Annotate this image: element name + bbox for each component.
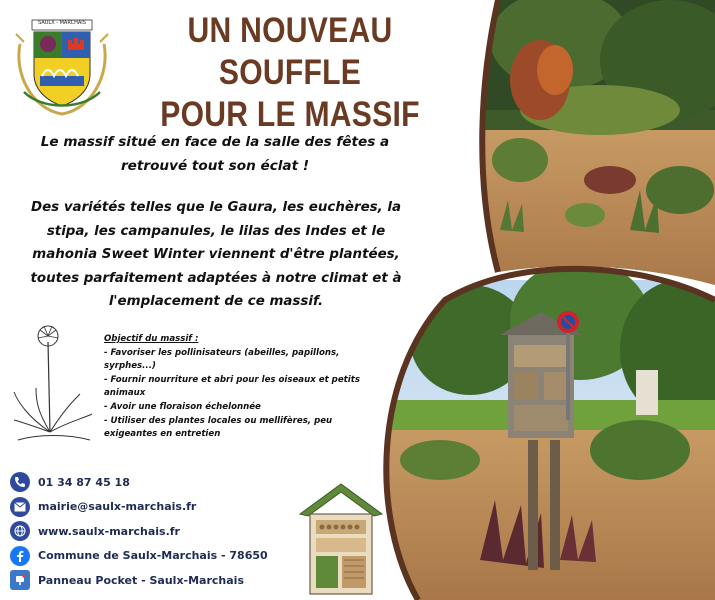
phone-number: 01 34 87 45 18 (38, 475, 130, 489)
panneau-pocket-name: Panneau Pocket - Saulx-Marchais (38, 573, 244, 587)
contact-list (10, 470, 300, 593)
objective-item: - Fournir nourriture et abri pour les oiseaux et petits animaux (104, 374, 360, 399)
objective-item: - Utiliser des plantes locales ou mellifères, peu exigeantes en entretien (104, 415, 333, 440)
globe-icon (10, 521, 30, 541)
crest-motto: SAULX - MARCHAIS (38, 20, 86, 26)
objective-item: - Favoriser les pollinisateurs (abeilles, papillons, syrphes...) (104, 347, 340, 372)
municipal-crest (12, 14, 112, 118)
panneau-pocket-icon (10, 570, 30, 590)
objectives-list (104, 333, 366, 442)
objective-item: - Avoir une floraison échelonnée (104, 401, 261, 412)
top-garden-photo (470, 0, 715, 300)
objectives-title: Objectif du massif : (104, 334, 199, 344)
contact-website[interactable] (10, 519, 300, 544)
title-line-2: POUR LE MASSIF (160, 95, 420, 134)
email-address: mairie@saulx-marchais.fr (38, 500, 197, 514)
varieties-text: Des variétés telles que le Gaura, les euchères, la stipa, les campanules, le lilas des Indes et le mahonia Sweet Winter viennent d'être plantées, toutes parfaitement adaptées à notre climat et à l'emplacement de ce massif. (30, 200, 402, 309)
contact-panneau-pocket[interactable] (10, 568, 300, 593)
contact-phone[interactable] (10, 470, 300, 495)
email-icon (10, 497, 30, 517)
agapanthus-drawing-icon (8, 322, 98, 452)
contact-facebook[interactable] (10, 544, 300, 569)
website-url: www.saulx-marchais.fr (38, 524, 180, 538)
facebook-icon (10, 546, 30, 566)
phone-icon (10, 472, 30, 492)
facebook-page: Commune de Saulx-Marchais - 78650 (38, 549, 268, 563)
page-title (139, 10, 442, 136)
contact-email[interactable] (10, 495, 300, 520)
intro-text: Le massif situé en face de la salle des fêtes a retrouvé tout son éclat ! (40, 134, 390, 174)
insect-hotel-illustration (296, 480, 386, 598)
title-line-1: UN NOUVEAU SOUFFLE (187, 11, 393, 92)
